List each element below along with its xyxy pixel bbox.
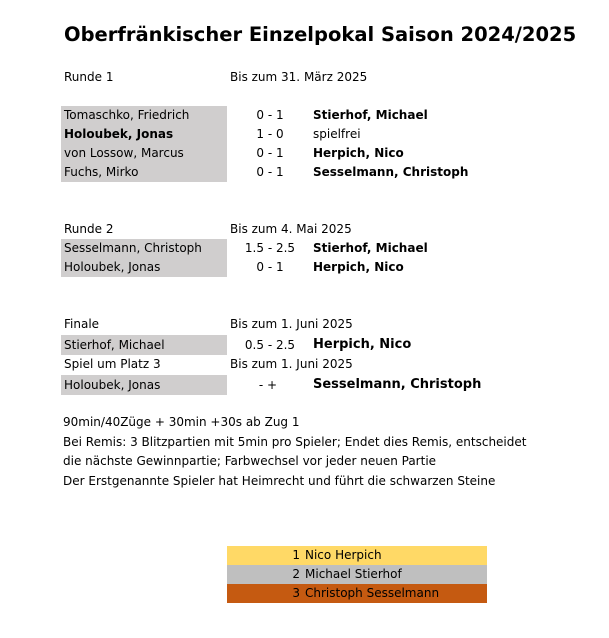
round-1-deadline: Bis zum 31. März 2025 [230,70,368,84]
ranking-row-3 [227,584,487,603]
round-1-game-3-away: Herpich, Nico [313,146,404,160]
round-2-game-2-away: Herpich, Nico [313,260,404,274]
ranking-name: Michael Stierhof [305,567,402,581]
note-line: 90min/40Züge + 30min +30s ab Zug 1 [63,415,300,429]
round-1-game-3-score: 0 - 1 [256,146,284,160]
rules-notes [63,413,526,491]
ranking-row-1 [227,546,487,565]
round-1-game-4-away: Sesselmann, Christoph [313,165,469,179]
third-place-game-home: Holoubek, Jonas [61,375,227,395]
round-1-game-1-score: 0 - 1 [256,108,284,122]
page-title: Oberfränkischer Einzelpokal Saison 2024/2025 [64,23,577,46]
round-1-game-4-home: Fuchs, Mirko [61,163,227,182]
round-2-game-1-home: Sesselmann, Christoph [61,239,227,258]
round-2-game-1-score: 1.5 - 2.5 [244,241,296,255]
third-place-deadline: Bis zum 1. Juni 2025 [230,357,353,371]
round-1-game-3-home: von Lossow, Marcus [61,144,227,163]
third-place-label: Spiel um Platz 3 [64,357,161,371]
round-2-game-2-score: 0 - 1 [256,260,284,274]
note-line: Bei Remis: 3 Blitzpartien mit 5min pro Spieler; Endet dies Remis, entscheidet [63,434,527,449]
final-deadline: Bis zum 1. Juni 2025 [230,317,353,331]
third-place-game-score: - + [258,378,278,392]
round-2-game-1-away: Stierhof, Michael [313,241,428,255]
ranking-name: Nico Herpich [305,548,382,562]
note-line: die nächste Gewinnpartie; Farbwechsel vor jeder neuen Partie [63,454,437,468]
note-line: Der Erstgenannte Spieler hat Heimrecht und führt die schwarzen Steine [63,473,496,488]
ranking-place: 1 [292,548,300,562]
round-2-deadline: Bis zum 4. Mai 2025 [230,222,352,236]
ranking-place: 3 [292,586,300,600]
ranking-name: Christoph Sesselmann [305,586,440,600]
round-1-game-2-home: Holoubek, Jonas [61,125,227,144]
round-1-label: Runde 1 [64,70,114,84]
third-place-game-away: Sesselmann, Christoph [313,377,482,392]
final-game-score: 0.5 - 2.5 [244,338,296,352]
ranking-place: 2 [292,567,300,581]
final-label: Finale [64,317,100,331]
round-1-game-1-home: Tomaschko, Friedrich [61,106,227,125]
round-1-game-4-score: 0 - 1 [256,165,284,179]
final-game-home: Stierhof, Michael [61,335,227,355]
round-2-game-2-home: Holoubek, Jonas [61,258,227,277]
round-1-game-2-score: 1 - 0 [256,127,284,141]
ranking-row-2 [227,565,487,584]
round-1-game-1-away: Stierhof, Michael [313,108,428,122]
round-2-label: Runde 2 [64,222,114,236]
final-game-away: Herpich, Nico [313,337,412,352]
round-1-game-2-away: spielfrei [313,127,361,141]
